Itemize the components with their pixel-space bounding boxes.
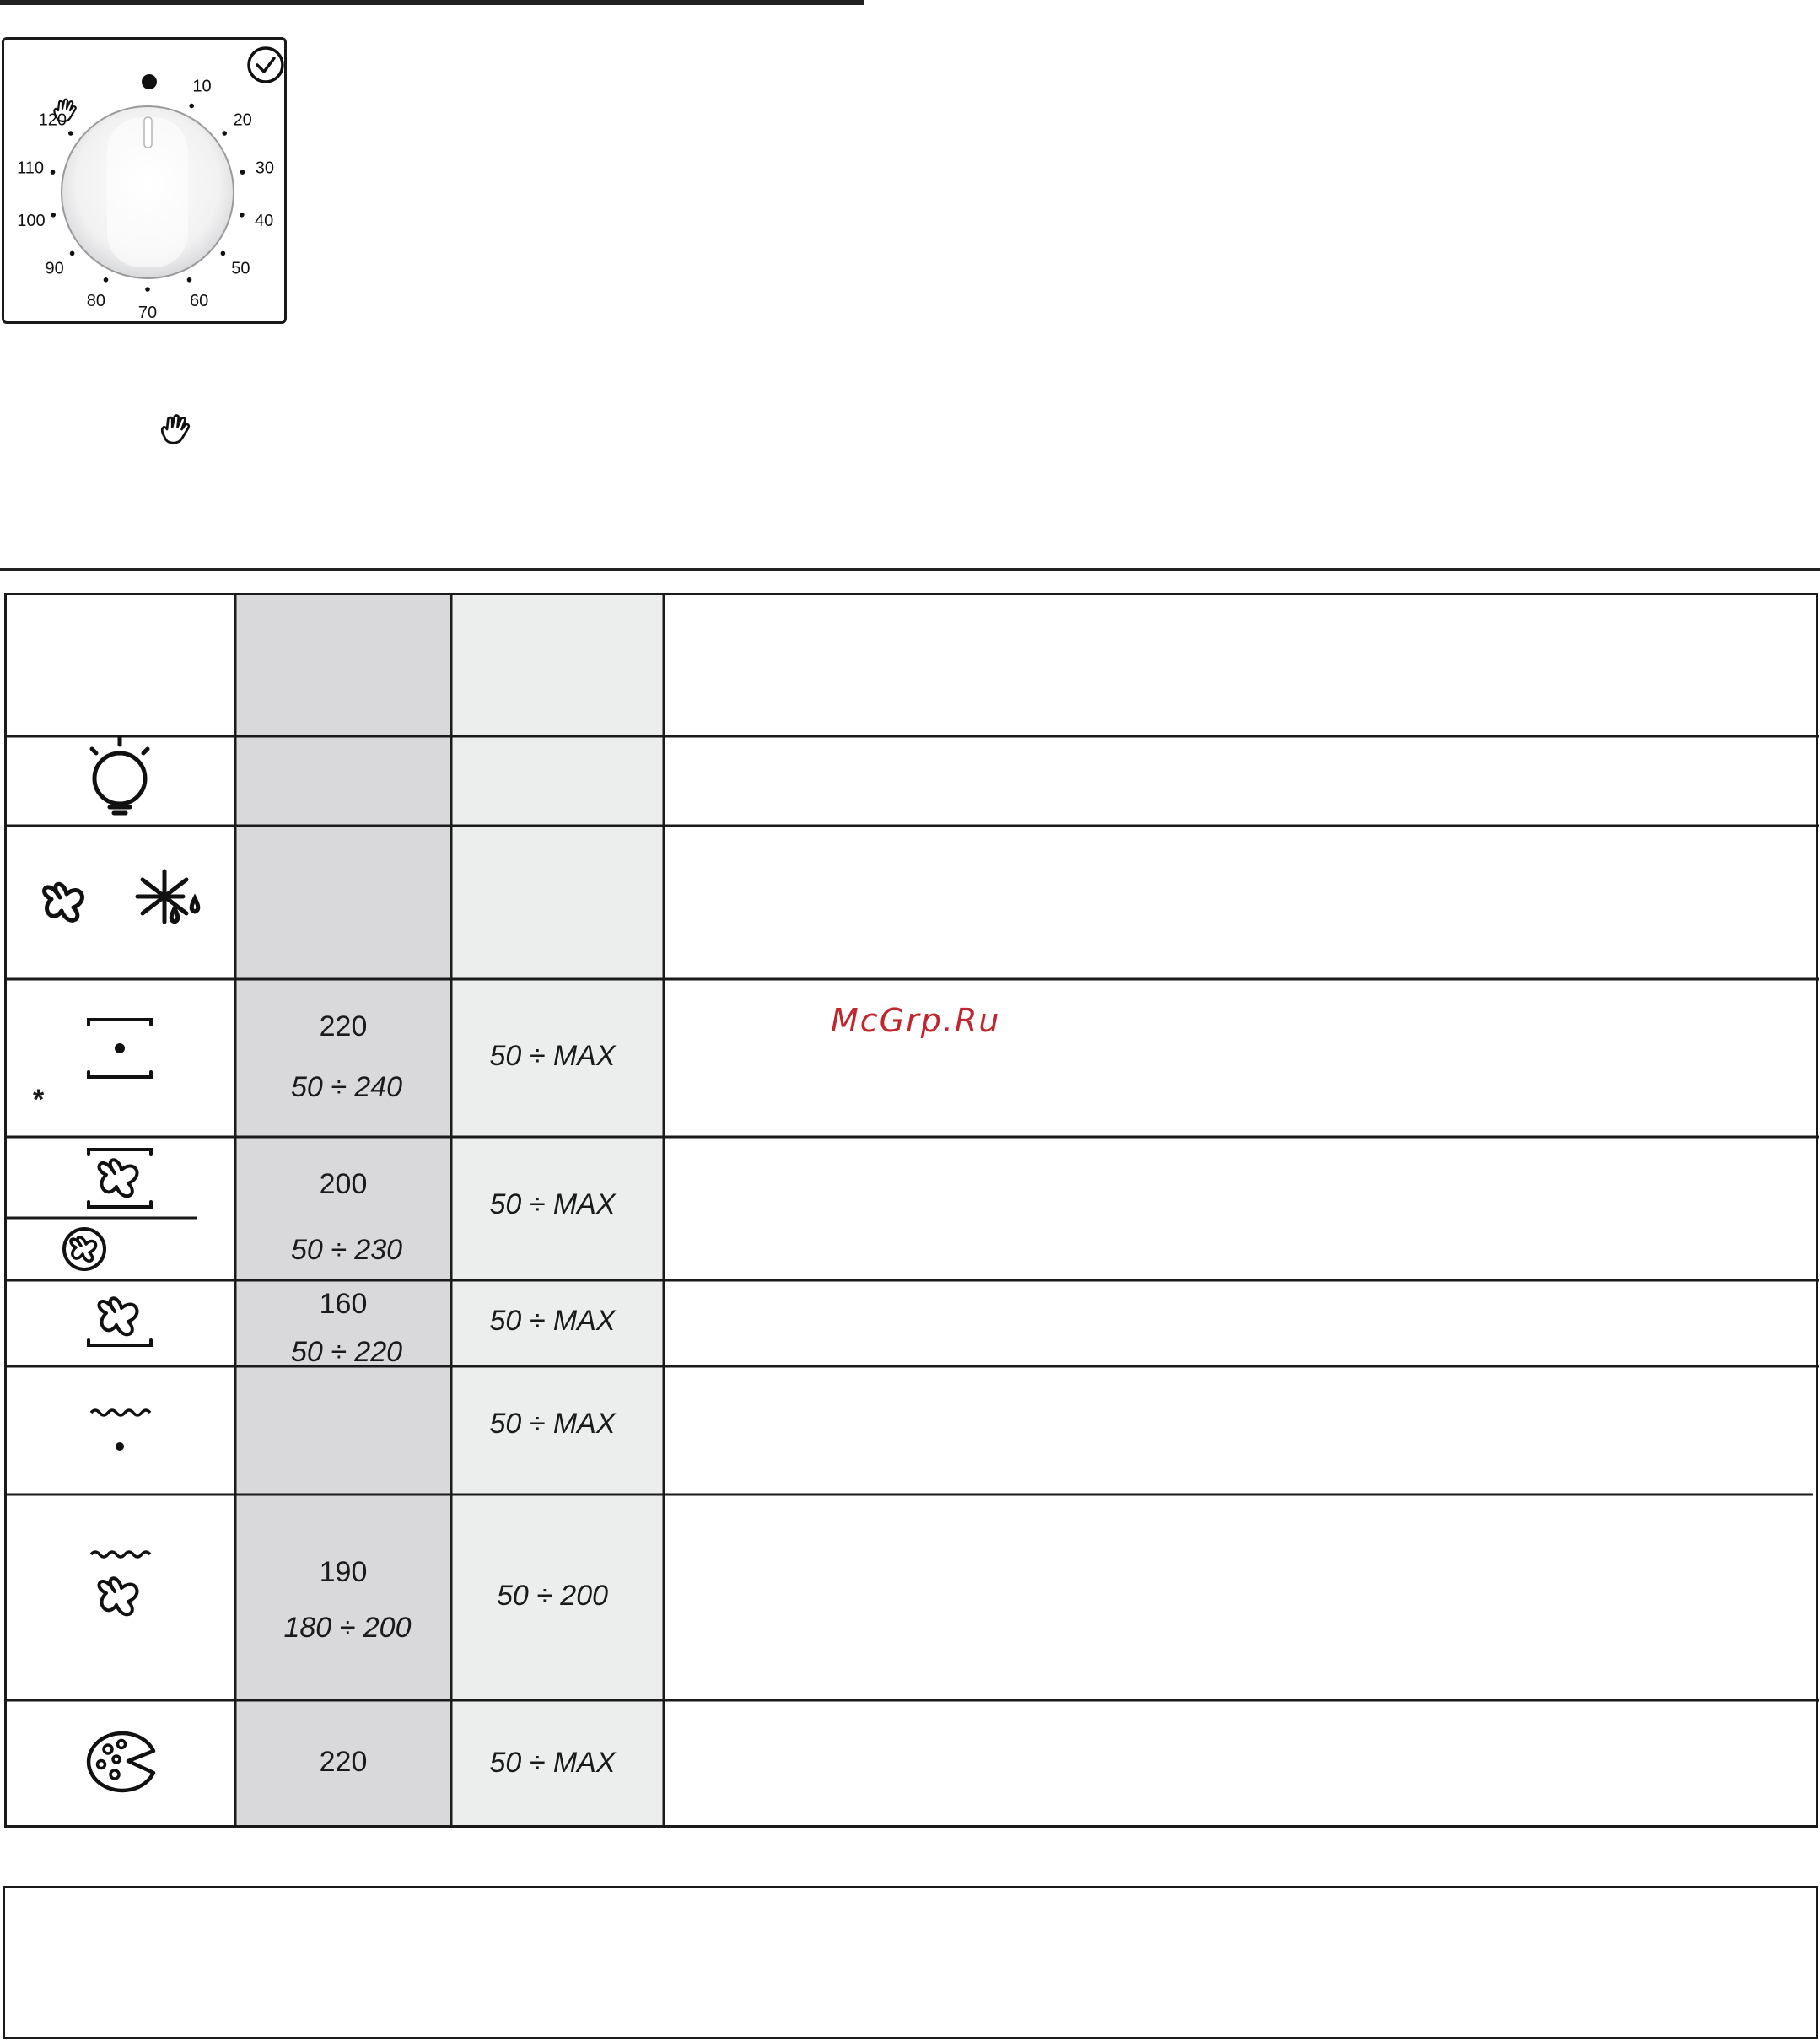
dial-label: 100	[17, 212, 46, 231]
dial-label: 80	[86, 292, 106, 311]
temp-range: 50 ÷ 240	[290, 1071, 403, 1103]
dial-tick	[104, 277, 109, 283]
clock-icon	[249, 48, 283, 82]
default-temp: 190	[319, 1556, 368, 1588]
dial-tick	[222, 131, 227, 136]
dial-tick	[187, 277, 192, 283]
default-temp: 200	[319, 1168, 368, 1200]
dial-label: 60	[189, 292, 209, 311]
default-temp: 160	[319, 1288, 368, 1320]
dial-label: 40	[254, 212, 274, 231]
grill-icon	[91, 1410, 150, 1451]
off-dot	[142, 74, 157, 89]
temp-range: 180 ÷ 200	[283, 1612, 412, 1644]
dial-tick	[70, 251, 75, 256]
dial-label: 10	[192, 77, 212, 96]
hand-icon	[153, 410, 191, 450]
timer-dial-panel	[2, 37, 287, 324]
top-bottom-heat-icon	[89, 1020, 151, 1077]
default-temp: 220	[319, 1746, 368, 1778]
duration-range: 50 ÷ MAX	[489, 1408, 616, 1440]
fan-icon	[44, 884, 82, 920]
dial-label: 30	[255, 159, 275, 178]
duration-range: 50 ÷ MAX	[489, 1040, 616, 1072]
temp-range: 50 ÷ 220	[290, 1336, 403, 1368]
temp-range: 50 ÷ 230	[290, 1234, 403, 1266]
dial-tick	[240, 213, 245, 218]
dial-label: 20	[233, 110, 252, 130]
knob-indicator	[144, 117, 152, 148]
top-rule	[0, 0, 864, 5]
note-asterisk: *	[33, 1084, 45, 1116]
defrost-icon	[137, 871, 198, 922]
programme-table	[4, 593, 1819, 1828]
default-temp: 220	[319, 1010, 368, 1042]
dial-tick	[189, 104, 194, 109]
dial-tick	[68, 131, 73, 136]
dial-label: 110	[17, 159, 45, 178]
duration-range: 50 ÷ 200	[496, 1580, 609, 1612]
duration-range: 50 ÷ MAX	[489, 1188, 616, 1220]
dial-label: 50	[231, 259, 250, 278]
pizza-icon	[89, 1733, 153, 1791]
lamp-icon	[92, 738, 148, 813]
dial-label: 120	[38, 110, 67, 130]
fan-ring-heat-icon	[89, 1150, 151, 1207]
dial-tick	[51, 213, 56, 218]
timer-dial	[4, 40, 289, 326]
grill-fan-icon	[91, 1552, 150, 1614]
fan-circle-icon	[64, 1229, 105, 1269]
section-rule	[0, 568, 1820, 571]
fan-bottom-heat-icon	[89, 1298, 151, 1345]
duration-range: 50 ÷ MAX	[489, 1305, 616, 1337]
dial-tick	[240, 170, 245, 175]
dial-tick	[145, 287, 150, 292]
dial-tick	[51, 170, 56, 175]
watermark-text: McGrp.Ru	[831, 1002, 1001, 1039]
dial-tick	[221, 251, 226, 256]
dial-label: 90	[45, 259, 64, 278]
duration-range: 50 ÷ MAX	[489, 1747, 616, 1779]
notes-box	[3, 1886, 1818, 2039]
dial-label: 70	[137, 304, 158, 322]
